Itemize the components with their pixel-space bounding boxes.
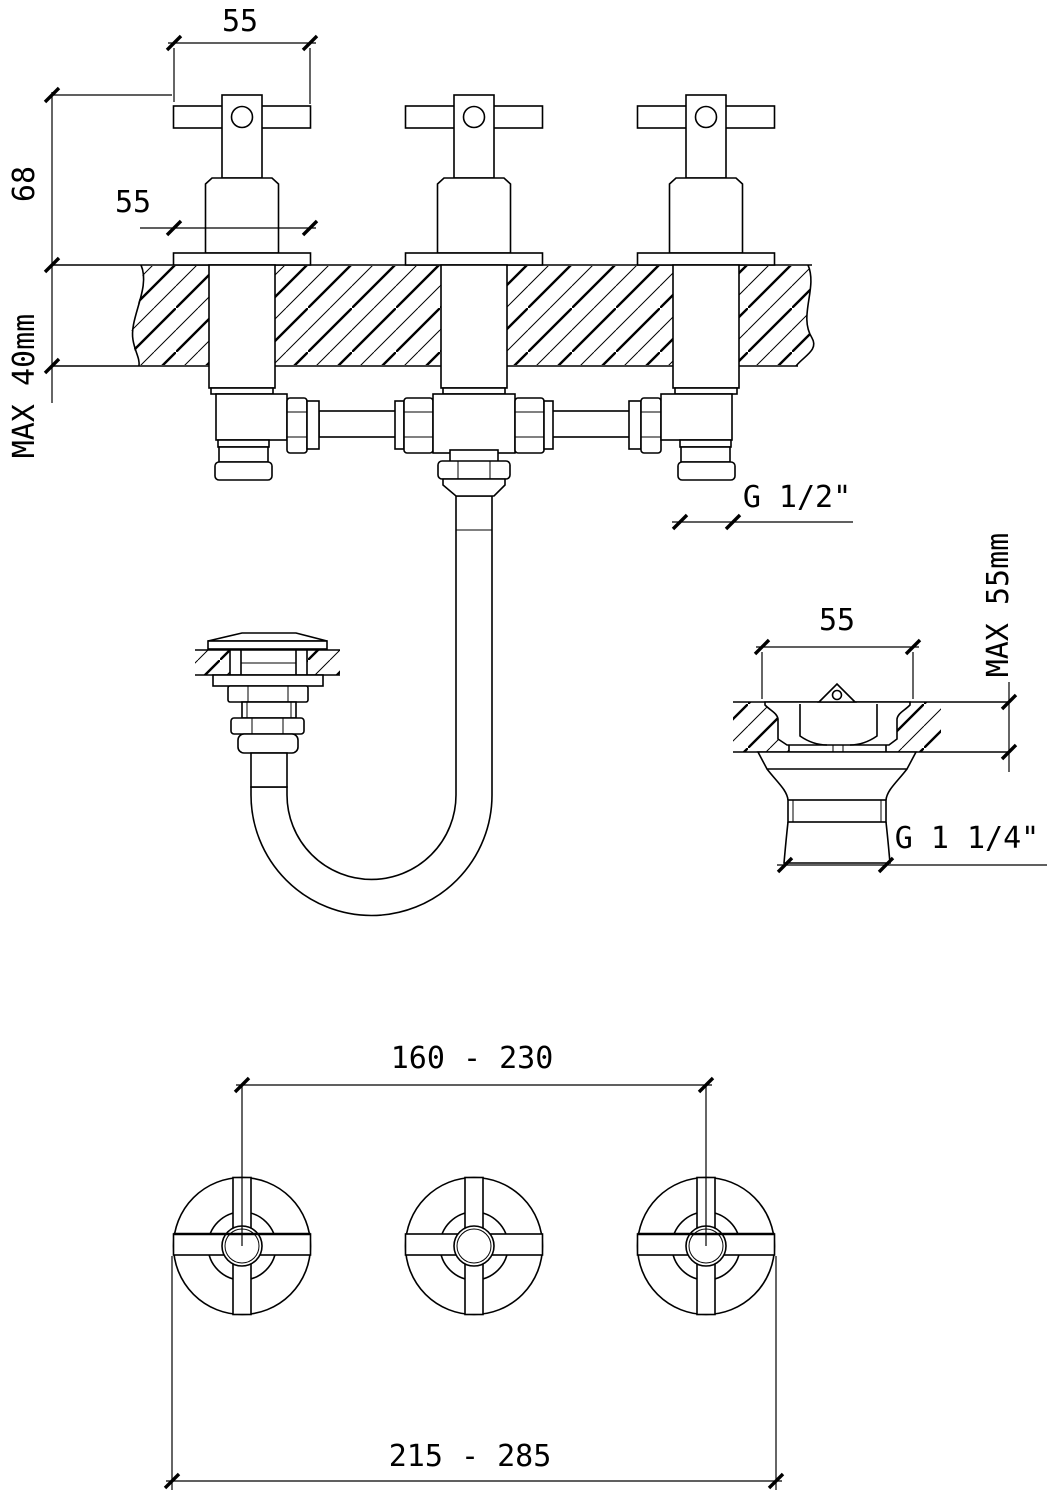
dim-label-handle-width: 55 [221, 4, 259, 39]
dim-label-flange-diameter: 55 [818, 603, 856, 638]
supply-pipe-right [552, 411, 635, 437]
inlet-tail-right [678, 462, 735, 480]
supply-pipe-left [319, 411, 397, 437]
waste-flange-rim [208, 641, 327, 649]
tee-outlet-nut [438, 461, 510, 479]
label-waste-thread: G 1 1/4" [894, 821, 1040, 856]
waste-locknut [228, 686, 308, 702]
deck-hatch-left [195, 650, 230, 675]
dim-label-overall-width: 215 - 285 [388, 1439, 552, 1474]
dim-label-deck-thickness-max40: MAX 40mm [7, 313, 42, 459]
label-inlet-thread: G 1/2" [742, 480, 852, 515]
waste-hex-nut [231, 718, 304, 734]
dim-label-hole-centres: 160 - 230 [390, 1041, 554, 1076]
dim-label-deck-thickness-max55: MAX 55mm [981, 532, 1016, 678]
waste-flange-section [765, 702, 910, 745]
deck-hatch-right [307, 650, 340, 675]
dim-label-height-above-deck: 68 [7, 165, 42, 203]
compression-ring [629, 401, 641, 449]
plan-handle-centre [406, 1178, 543, 1315]
waste-neck [242, 702, 296, 718]
waste-coupling [238, 734, 298, 753]
waste-body-band [788, 800, 886, 822]
compression-ring [307, 401, 319, 449]
inlet-tail-left [215, 462, 272, 480]
waste-tailpiece [251, 753, 287, 787]
waste-body-shoulder [758, 752, 916, 769]
waste-washer [213, 675, 323, 686]
waste-screw-hole [833, 691, 842, 700]
tee-body [433, 394, 515, 453]
dim-label-escutcheon-diameter: 55 [114, 185, 152, 220]
tee-reducer [443, 479, 505, 496]
